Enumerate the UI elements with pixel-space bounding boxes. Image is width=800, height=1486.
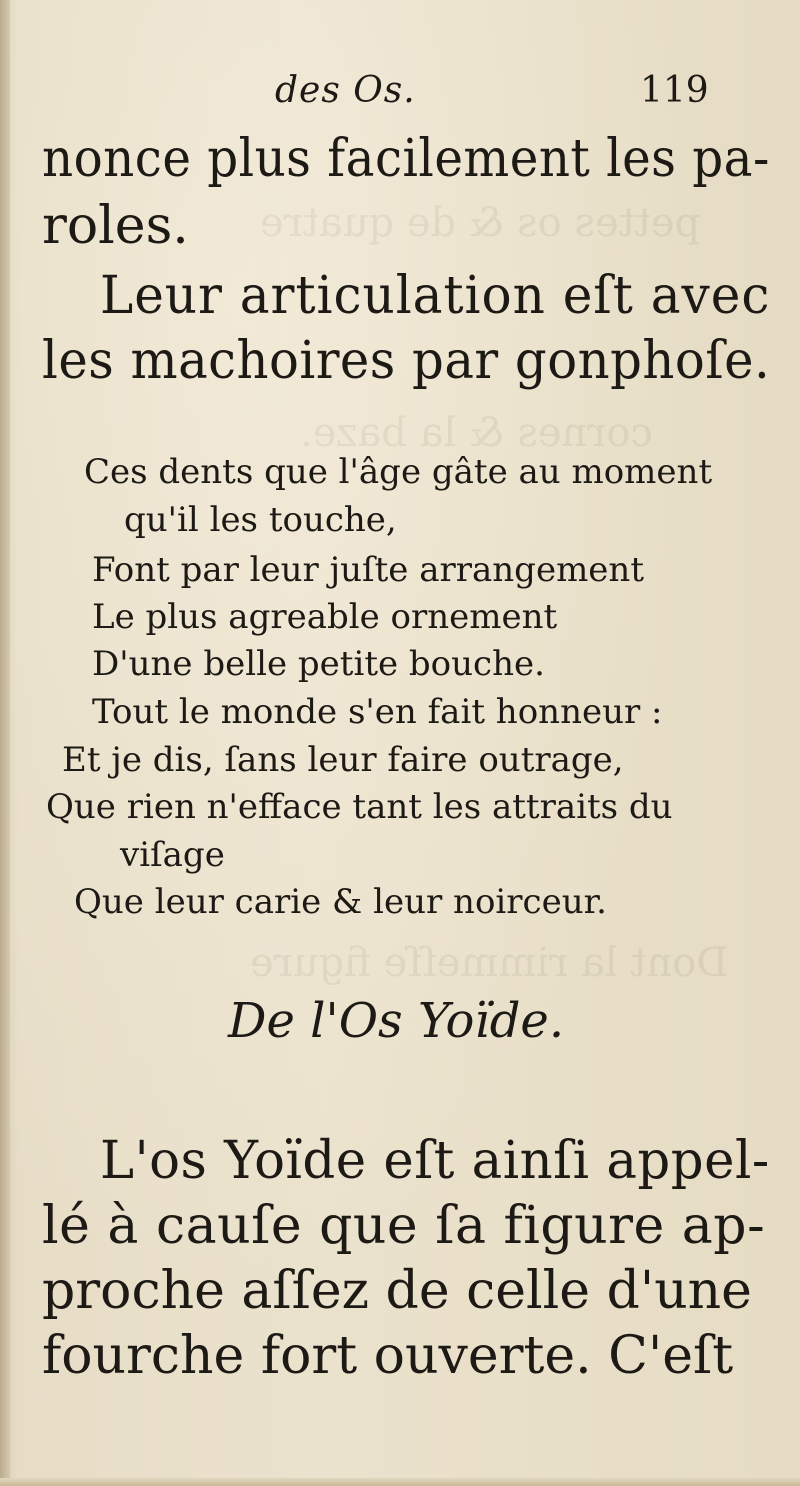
prose-line: roles. xyxy=(42,196,189,256)
page-bottom-edge xyxy=(0,1478,800,1486)
section-heading: De l'Os Yoïde. xyxy=(228,993,565,1049)
verse-line: Tout le monde s'en fait honneur : xyxy=(92,692,663,732)
verse-line: D'une belle petite bouche. xyxy=(92,644,545,684)
prose-line: proche aſſez de celle d'une xyxy=(42,1261,752,1321)
prose-line: nonce plus facilement les pa- xyxy=(42,129,770,189)
verse-line: Font par leur juſte arrangement xyxy=(92,550,644,590)
show-through-text: cornes & la baze. xyxy=(300,410,653,456)
show-through-text: pettes os & de quatre xyxy=(260,200,701,246)
page-number: 119 xyxy=(640,70,709,111)
show-through-text: Dont la rimmeſſe figure xyxy=(250,940,729,986)
page-left-edge xyxy=(0,0,10,1486)
verse-line: Le plus agreable ornement xyxy=(92,597,558,637)
verse-line: Que rien n'efface tant les attraits du xyxy=(46,787,673,827)
running-head: des Os. xyxy=(275,70,416,111)
prose-line: les machoires par gonphoſe. xyxy=(42,331,771,391)
verse-line: viſage xyxy=(120,835,225,875)
prose-line: fourche fort ouverte. C'eſt xyxy=(42,1326,734,1386)
verse-line: qu'il les touche, xyxy=(124,500,397,540)
prose-line: L'os Yoïde eſt ainſi appel- xyxy=(100,1131,770,1191)
prose-line: lé à cauſe que ſa figure ap- xyxy=(42,1196,766,1256)
verse-line: Que leur carie & leur noirceur. xyxy=(74,882,607,922)
verse-line: Et je dis, ſans leur faire outrage, xyxy=(62,740,624,780)
prose-line: Leur articulation eſt avec xyxy=(100,266,771,326)
verse-line: Ces dents que l'âge gâte au moment xyxy=(84,452,713,492)
